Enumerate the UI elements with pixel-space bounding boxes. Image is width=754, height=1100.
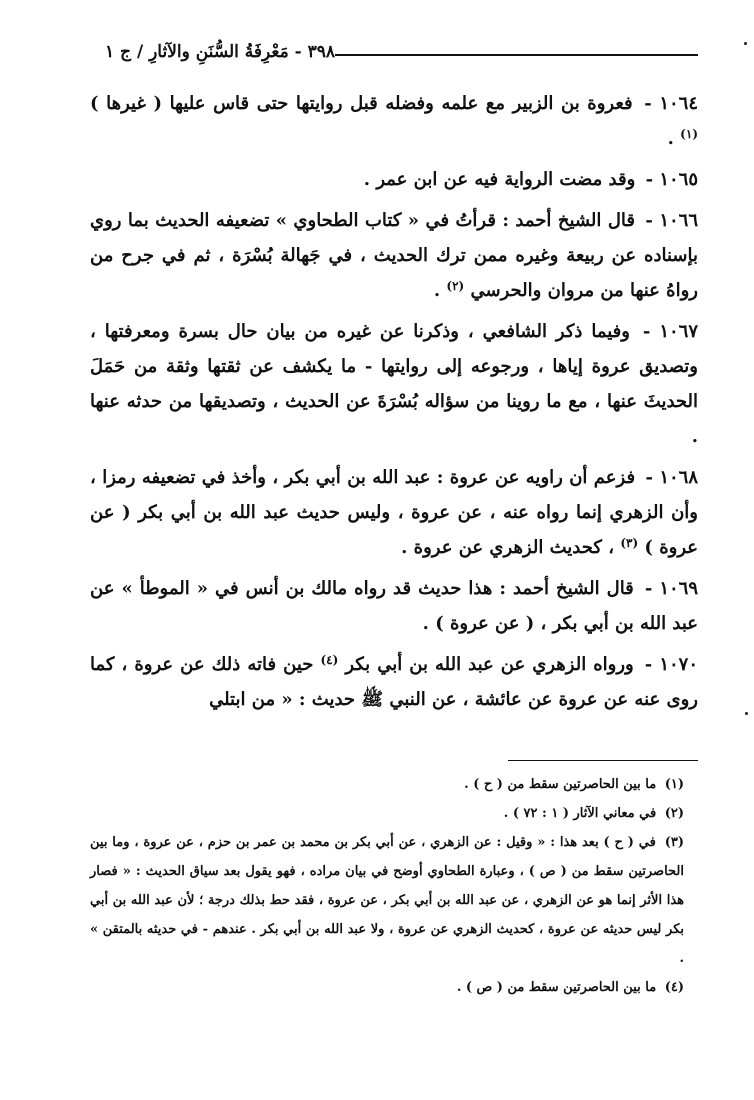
paragraph-tail: . [433, 280, 441, 301]
scan-speck [745, 712, 748, 715]
footnote-ref: (٢) [446, 279, 465, 293]
footnote-number: (٢) [664, 806, 684, 821]
header-rule [335, 54, 698, 56]
footnote-ref: (٣) [620, 536, 639, 550]
paragraph-1070 [90, 647, 698, 717]
scan-speck [744, 42, 747, 45]
footnote-ref: (٤) [320, 653, 339, 667]
paragraph-1069 [90, 571, 698, 641]
paragraph-1064 [90, 86, 698, 156]
footnote-rule [508, 760, 698, 761]
paragraph-number: ١٠٦٧ - [642, 321, 698, 342]
paragraph-text: فعروة بن الزبير مع علمه وفضله قبل روايتها حتى قاس عليها ( غيرها ) [90, 93, 633, 114]
footnote-4 [90, 973, 684, 1002]
paragraph-number: ١٠٦٤ - [644, 93, 698, 114]
footnotes [90, 770, 684, 1002]
footnote-3 [90, 828, 684, 973]
footnote-number: (١) [664, 777, 684, 792]
paragraph-text: وقد مضت الرواية فيه عن ابن عمر . [363, 169, 636, 190]
paragraph-text: وفيما ذكر الشافعي ، وذكرنا عن غيره من بيان حال بسرة ومعرفتها ، وتصديق عروة إياها ، ورجوعه إلى روايتها - ما يكشف عن ثقتها وثقة من حَمَلَ الحديثَ عنها ، مع ما روينا من سؤاله بُسْرَةَ عن الحديث ، وتصديقها من حدثه عنها . [90, 321, 698, 447]
paragraph-number: ١٠٦٩ - [644, 578, 698, 599]
paragraph-text: فزعم أن راويه عن عروة : عبد الله بن أبي بكر ، وأخذ في تضعيفه رمزا ، وأن الزهري إنما رواه عنه ، عن عروة ، وليس حديث عبد الله بن أبي بكر ( عن عروة ) [90, 467, 698, 558]
paragraph-1065 [90, 162, 698, 197]
paragraph-tail: حين فاته ذلك عن عروة ، كما روى عنه عن عروة عن عائشة ، عن النبي ﷺ حديث : « من ابتلي [90, 654, 698, 710]
paragraph-number: ١٠٦٥ - [645, 169, 698, 190]
paragraph-number: ١٠٦٦ - [645, 210, 698, 231]
paragraph-1067 [90, 314, 698, 454]
footnote-text: ما بين الحاصرتين سقط من ( ص ) . [456, 980, 657, 995]
paragraph-tail: . [667, 128, 674, 149]
paragraph-1068 [90, 460, 698, 565]
footnote-ref: (١) [680, 127, 698, 141]
paragraph-number: ١٠٦٨ - [645, 467, 698, 488]
paragraph-text: ورواه الزهري عن عبد الله بن أبي بكر [345, 654, 634, 675]
paragraph-number: ١٠٧٠ - [644, 654, 698, 675]
paragraph-tail: ، كحديث الزهري عن عروة . [401, 537, 615, 558]
footnote-text: في ( ح ) بعد هذا : « وقيل : عن الزهري ، عن أبي بكر بن محمد بن عمر بن حزم ، عن عروة ، وما بين الحاصرتين سقط من ( ص ) ، وعبارة الطحاوي أوضح في بيان مراده ، فهو يقول بعد سياق الحديث : « فصار هذا الأثر إنما هو عن الزهري ، عن عبد الله بن أبي بكر ، عن عروة ، فقد حط بذلك درجة ؛ لأن عبد الله بن أبي بكر ليس حديثه عن عروة ، كحديث الزهري عن عروة ، ولا عبد الله بن أبي بكر . عندهم - في حديثه بالمتقن » . [90, 835, 684, 966]
main-text [90, 86, 698, 723]
paragraph-1066 [90, 203, 698, 308]
paragraph-text: قال الشيخ أحمد : قرأتُ في « كتاب الطحاوي » تضعيفه الحديث بما روي بإسناده عن ربيعة وغيره ممن ترك الحديث ، في جَهالة بُسْرَة ، ثم في جرح من رواهُ عنها من مروان والحرسي [90, 210, 698, 301]
footnote-number: (٤) [664, 980, 684, 995]
footnote-2 [90, 799, 684, 828]
footnote-text: في معاني الآثار ( ١ : ٧٢ ) . [503, 806, 657, 821]
running-head: ٣٩٨ - مَعْرِفَةُ السُّنَنِ والآثارِ / ج ١ [105, 42, 336, 62]
page-header [95, 36, 698, 62]
footnote-text: ما بين الحاصرتين سقط من ( ح ) . [464, 777, 657, 792]
paragraph-text: قال الشيخ أحمد : هذا حديث قد رواه مالك بن أنس في « الموطأ » عن عبد الله بن أبي بكر ، ( عن عروة ) . [90, 578, 698, 634]
footnote-number: (٣) [664, 835, 684, 850]
footnote-1 [90, 770, 684, 799]
